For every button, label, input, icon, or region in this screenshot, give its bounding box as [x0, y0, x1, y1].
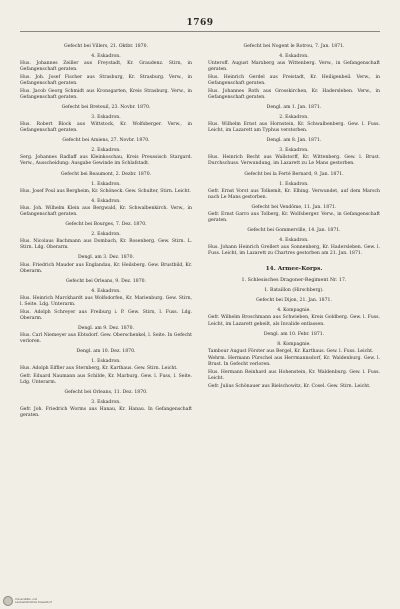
watermark-line-2: Landesbibliothek Düsseldorf	[15, 601, 52, 604]
casualty-entry: Hus. Johannes Zeiller aus Freystadt, Kr. Graudenz. Stirn, in Gefangenschaft geraten.	[20, 61, 192, 73]
subheading: 4. Eskadron.	[279, 54, 309, 60]
library-watermark	[3, 596, 52, 606]
library-logo-icon	[3, 596, 13, 606]
casualty-entry: Gefr. Ernst Garro aus Tolberg, Kr. Wolfsberger. Verw., in Gefangenschaft geraten.	[208, 211, 380, 224]
subheading: Gefecht bei Dijon, 21. Jan. 1871.	[256, 298, 332, 304]
subheading: 1. Bataillon (Hirschberg).	[264, 288, 324, 294]
watermark-line-1: Universitäts- und	[15, 597, 38, 601]
subheading: 2. Eskadron.	[279, 114, 309, 120]
subheading: Dengl. am 9. Dez. 1870.	[78, 325, 134, 331]
subheading: Dengl. am 3. Dez. 1870.	[78, 255, 134, 261]
subheading: 3. Eskadron.	[91, 114, 121, 120]
casualty-entry: Gefr. Julius Schönauer aus Bielschowitz, Kr. Cosel. Gew. Stirn. Leicht.	[208, 383, 371, 389]
subheading: 1. Eskadron.	[91, 181, 121, 187]
subheading: 3. Eskadron.	[91, 400, 121, 406]
subheading: Gefecht bei Nogent le Rotrou, 7. Jan. 1871.	[243, 44, 345, 49]
casualty-entry: Hus. Heinrich Becht aus Wallstorff, Kr. Wittenberg. Gew. l. Brust. Durchschuss. Verwundung, im Lazarett zu Le Mans gestorben.	[208, 155, 380, 167]
casualty-entry: Hus. Friedrich Mauder aus Englandau, Kr. Heilsberg. Gew. Brustbild, Kr. Oberarm.	[20, 262, 192, 274]
subheading: Gefecht bei Bourges, 7. Dez. 1870.	[65, 222, 147, 228]
subheading: Gefecht bei la Ferté Bernard, 9. Jan. 1871.	[244, 171, 344, 177]
subheading: 2. Eskadron.	[91, 232, 121, 238]
subheading: Dengl. am 10. Febr. 1871.	[263, 331, 325, 337]
casualty-entry: Gefr. Joh. Friedrich Worms aus Hanau, Kr. Hanau. In Gefangenschaft geraten.	[20, 407, 192, 419]
casualty-entry: Wehrm. Hermann Pürschel aus Herrmannsdorf, Kr. Waldenburg. Gew. l. Brust. In Gefecht verloren.	[208, 356, 380, 368]
page-number: 1769	[186, 18, 214, 28]
subheading: Gefecht bei Orleans, 11. Dez. 1870.	[64, 390, 148, 396]
subheading: 4. Eskadron.	[91, 198, 121, 204]
casualty-entry: Gefr. Wilhelm Broschmann aus Schwieben, Kreis Goldberg. Gew. l. Fuss. Leicht, im Lazarett geheilt, als Invalide entlassen.	[208, 315, 380, 327]
subheading: 4. Eskadron.	[91, 54, 121, 60]
casualty-entry: Hus. Carl Niemeyer aus Ebtsdorf. Gew. Oberschenkel, l. Seite. In Gefecht verloren.	[20, 332, 192, 344]
casualty-entry: Hus. Robert Block aus Wittstock, Kr. Wolfsberger. Verw., in Gefangenschaft geraten.	[20, 121, 192, 134]
casualty-entry: Serg. Johannes Radlaff aus Kleinkoschau, Kreis Preussisch Stargard. Verw., Ausscheidung: Ausgabe Gewinde im Schlafstadt.	[20, 155, 192, 167]
subheading: Dengl. am 1. Jan. 1871.	[266, 104, 322, 110]
casualty-entry: Gefr. Eduard Naumann aus Schilde, Kr. Marburg. Gew. l. Fuss, l. Seite. Ldg. Unterarm.	[20, 373, 192, 385]
subheading: 8. Kompagnie.	[277, 341, 311, 347]
casualty-entry: Hus. Joh. Josef Fischer aus Strasburg, Kr. Strasburg. Verw., in Gefangenschaft geraten.	[20, 74, 192, 86]
casualty-entry: Hus. Wilhelm Ernst aus Hornstein, Kr. Schwalbenberg. Gew. l. Fuss. Leicht, im Lazarett am Typhus verstorben.	[208, 121, 380, 134]
section-heading: 14. Armee-Korps.	[265, 265, 323, 272]
right-column	[208, 40, 380, 391]
subheading: 4. Eskadron.	[91, 288, 121, 294]
subheading: 4. Kompagnie.	[277, 308, 311, 314]
subheading: 1. Eskadron.	[279, 181, 309, 187]
casualty-entry: Hus. Johann Heinrich Grellert aus Sonnenberg, Kr. Hadersleben. Gew. l. Fuss. Leicht, im Lazarett zu Chartres gestorben am 21. Jan. 1871.	[208, 245, 380, 257]
casualty-entry: Hus. Jacob Georg Schmidt aus Kronsgarten, Kreis Strasburg. Verw., in Gefangenschaft geraten.	[20, 88, 192, 100]
subheading: Dengl. am 10. Dez. 1870.	[76, 349, 136, 355]
casualty-entry: Hus. Adolph Schreyer aus Freiburg i. P. Gew. Stirn, l. Fuss. Ldg. Oberarm.	[20, 309, 192, 321]
header-divider	[20, 31, 380, 32]
casualty-entry: Unteroff. August Marxberg aus Wittenberg. Verw., in Gefangenschaft geraten.	[208, 61, 380, 73]
casualty-entry: Gefr. Ernst Vorst aus Tolkemit, Kr. Elbing. Verwundet, auf dem Marsch nach Le Mans gestorben.	[208, 188, 380, 200]
subheading: 4. Eskadron.	[279, 238, 309, 244]
subheading: 2. Eskadron.	[91, 148, 121, 154]
subheading: Dengl. am 8. Jan. 1871.	[266, 138, 322, 144]
casualty-entry: Hus. Heinrich Marckhardt aus Wolfsdorfen, Kr. Marienburg. Gew. Stirn, l. Seite. Ldg. Unterarm.	[20, 295, 192, 307]
subheading: Gefecht bei Orleans, 9. Dez. 1870.	[65, 278, 147, 284]
casualty-entry: Hus. Hermann Reinhard aus Hohenstein, Kr. Waldenburg. Gew. l. Fuss. Leicht.	[208, 370, 380, 382]
subheading: Gefecht bei Villers, 21. Oktbr. 1870.	[64, 44, 148, 49]
casualty-entry: Tambour August Förster aus Bergel, Kr. Karthaus. Gew. l. Fuss. Leicht.	[208, 348, 374, 354]
casualty-entry: Hus. Josef Poul aus Bergheim, Kr. Schöneck. Gew. Schulter, Stirn. Leicht.	[20, 188, 191, 194]
casualty-entry: Hus. Adolph Eiffler aus Sternberg, Kr. Karthaus. Gew. Stirn. Leicht.	[20, 366, 178, 372]
casualty-entry: Hus. Heinrich Gerdel aus Freistadt, Kr. Heiligenbeil. Verw., in Gefangenschaft geraten.	[208, 74, 380, 86]
subheading: Gefecht bei Beaumont, 2. Dezbr. 1870.	[60, 171, 152, 177]
subheading: Gefecht bei Gommerville, 14. Jan. 1871.	[247, 228, 341, 234]
casualty-entry: Hus. Johannes Roth aus Grosskirchen, Kr. Hadersleben. Verw., in Gefangenschaft geraten.	[208, 88, 380, 100]
regiment-heading: 1. Schlesisches Dragoner-Regiment Nr. 17.	[241, 278, 347, 284]
subheading: Gefecht bei Amiens, 27. Novbr. 1870.	[62, 138, 150, 144]
casualty-entry: Hus. Joh. Wilhelm Klein aus Bergwald, Kr. Schwalbenkirch. Verw., in Gefangenschaft geraten.	[20, 205, 192, 217]
casualty-entry: Hus. Nicolaus Bachmann aus Dombach, Kr. Rosenberg. Gew. Stirn. L. Stirn. Ldg. Oberarm.	[20, 239, 192, 251]
subheading: 1. Eskadron.	[91, 359, 121, 365]
left-column	[20, 40, 192, 421]
subheading: Gefecht bei Breteuil, 23. Novbr. 1870.	[61, 104, 151, 110]
subheading: Gefecht bei Vendôme, 11. Jan. 1871.	[251, 204, 337, 210]
subheading: 3. Eskadron.	[279, 148, 309, 154]
